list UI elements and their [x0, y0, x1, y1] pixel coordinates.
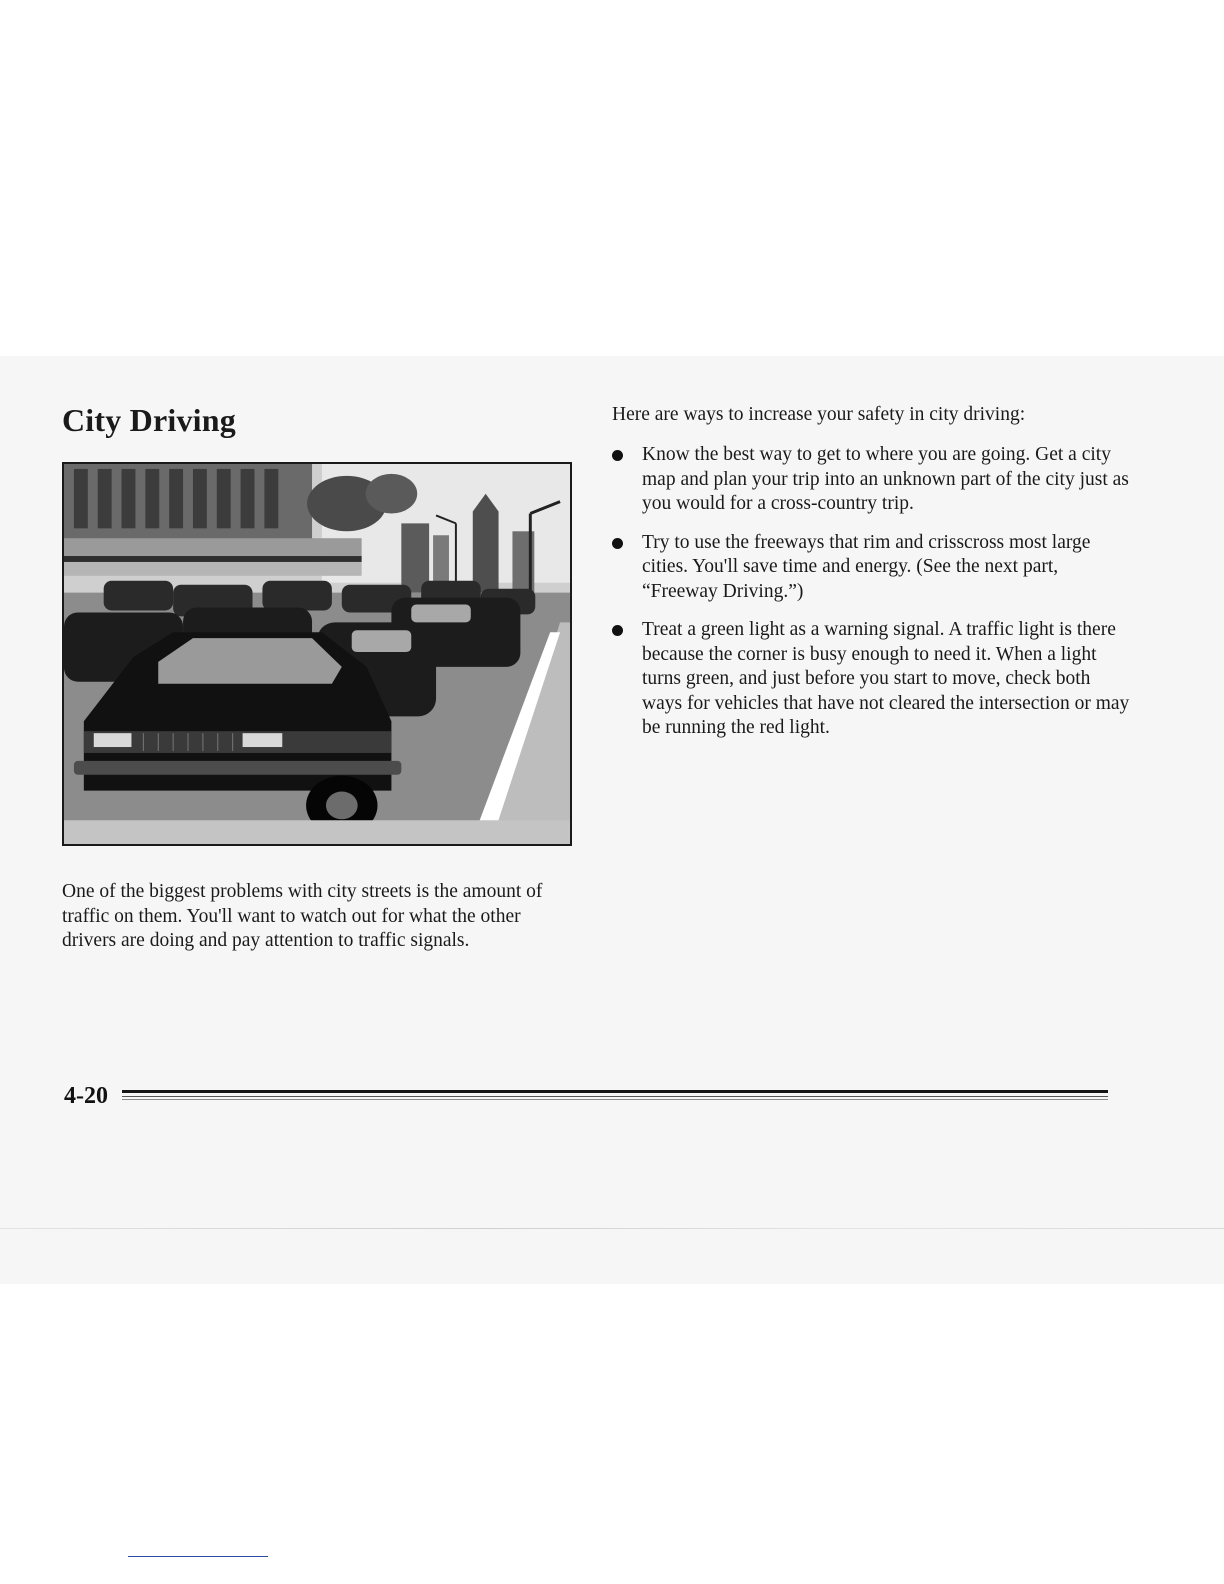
list-item-text: Try to use the freeways that rim and crisscross most large cities. You'll save time and energy. (See the next part, “Freeway Driving.”) [642, 531, 1091, 602]
footer-rule-thin [122, 1099, 1108, 1100]
city-traffic-illustration [62, 462, 572, 846]
list-item-text: Know the best way to get to where you are going. Get a city map and plan your trip into an unknown part of the city just as you would for a cross-country trip. [642, 444, 1129, 514]
safety-tips-list [612, 443, 1132, 755]
page-number: 4-20 [64, 1083, 108, 1109]
bullet-icon [612, 450, 623, 461]
intro-paragraph: One of the biggest problems with city streets is the amount of traffic on them. You'll want to watch out for what the other drivers are doing and pay attention to traffic signals. [62, 881, 543, 951]
safety-intro: Here are ways to increase your safety in city driving: [612, 404, 1026, 425]
bottom-underline [128, 1556, 268, 1557]
list-item-text: Treat a green light as a warning signal. A traffic light is there because the corner is busy enough to need it. When a light turns green, and just before you start to move, check both ways for vehicles that have not cleared the intersection or may be running the red light. [642, 619, 1130, 738]
section-title: City Driving [62, 402, 236, 438]
bullet-icon [612, 538, 623, 549]
scan-edge-line [0, 1228, 1224, 1229]
traffic-scene-drawing [64, 464, 570, 844]
footer-rule [122, 1090, 1108, 1100]
list-item [612, 443, 1132, 517]
bullet-icon [612, 625, 623, 636]
footer-rule-thick [122, 1090, 1108, 1093]
list-item [612, 618, 1132, 741]
footer-rule-thin [122, 1096, 1108, 1097]
list-item [612, 531, 1132, 605]
